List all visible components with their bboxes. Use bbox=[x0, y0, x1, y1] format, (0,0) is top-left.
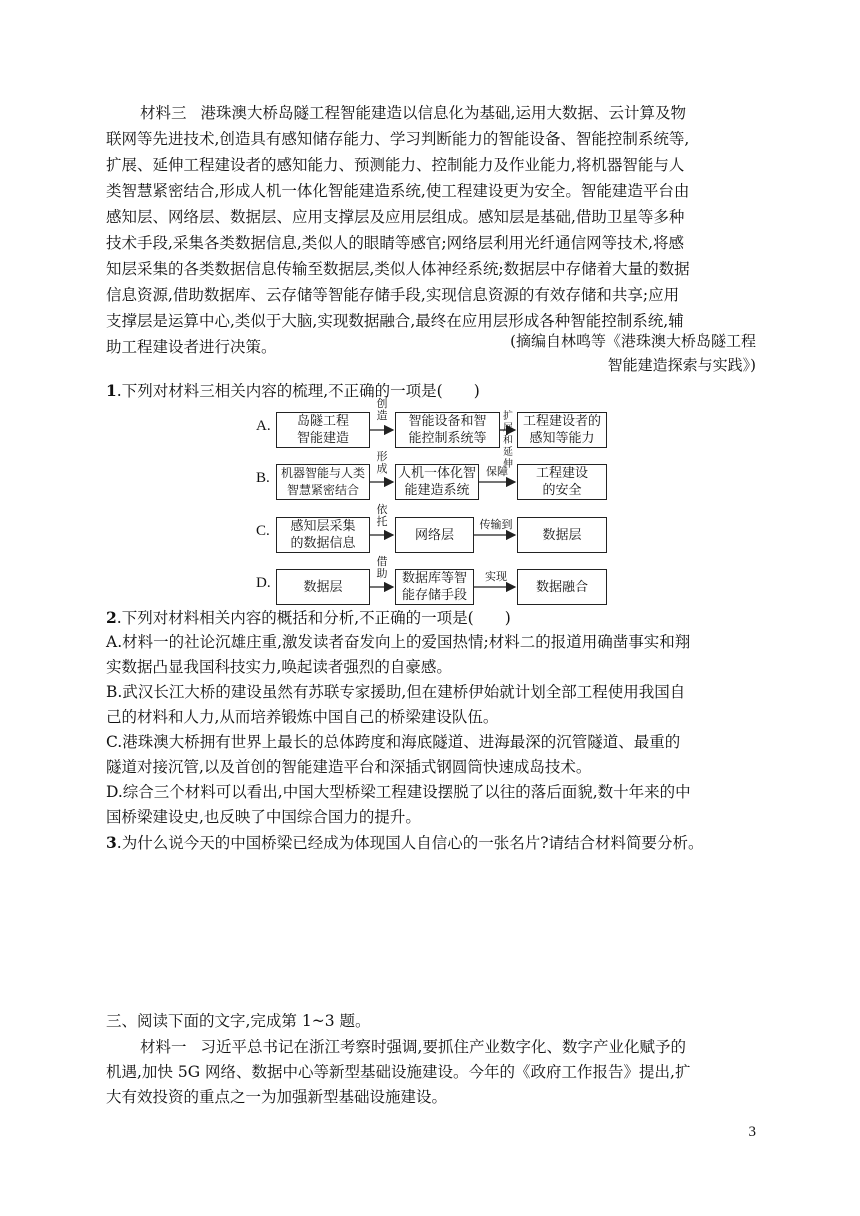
question-text: .为什么说今天的中国桥梁已经成为体现国人自信心的一张名片?请结合材料简要分析。 bbox=[116, 834, 704, 852]
material3-line: 助工程建设者进行决策。 bbox=[106, 338, 277, 356]
material3-label: 材料三 bbox=[140, 104, 187, 122]
q2-option-c-line2: 隧道对接沉管,以及首创的智能建造平台和深插式钢圆筒快速成岛技术。 bbox=[106, 758, 592, 776]
material3-line: 感知层、网络层、数据层、应用支撑层及应用层组成。感知层是基础,借助卫星等多种 bbox=[106, 208, 685, 226]
option-d-box-3: 数据融合 bbox=[517, 569, 607, 605]
q2-option-b-line2: 己的材料和人力,从而培养锻炼中国自己的桥梁建设队伍。 bbox=[106, 708, 499, 726]
option-a-label: A. bbox=[256, 418, 271, 434]
source-citation-line2: 智能建造探索与实践》) bbox=[607, 356, 756, 374]
section3-material1-line-1: 材料一 习近平总书记在浙江考察时强调,要抓住产业数字化、数字产业化赋予的 bbox=[140, 1038, 686, 1056]
option-c-arrow-label-2: 传输到 bbox=[479, 518, 513, 531]
question-3 bbox=[106, 830, 758, 856]
question-number: 1 bbox=[106, 381, 117, 400]
question-number: 3 bbox=[106, 833, 117, 852]
option-d-box-1: 数据层 bbox=[276, 569, 370, 605]
option-b-box-1: 机器智能与人类 智慧紧密结合 bbox=[276, 464, 370, 500]
options-flow-diagram bbox=[250, 396, 610, 608]
material1-label: 材料一 bbox=[140, 1038, 187, 1056]
section3-material1-line: 大有效投资的重点之一为加强新型基础设施建设。 bbox=[106, 1088, 448, 1106]
question-number: 2 bbox=[106, 608, 117, 627]
q2-option-a-line1: A.材料一的社论沉雄庄重,激发读者奋发向上的爱国热情;材料二的报道用确凿事实和翔 bbox=[106, 633, 691, 651]
q2-option-b-line1: B.武汉长江大桥的建设虽然有苏联专家援助,但在建桥伊始就计划全部工程使用我国自 bbox=[106, 683, 686, 701]
question-2 bbox=[106, 605, 758, 631]
option-a-box-3: 工程建设者的 感知等能力 bbox=[517, 412, 607, 448]
option-d-label: D. bbox=[256, 575, 271, 591]
material3-line: 知层采集的各类数据信息传输至数据层,类似人体神经系统;数据层中存储着大量的数据 bbox=[106, 260, 690, 278]
material3-line: 信息资源,借助数据库、云存储等智能存储手段,实现信息资源的有效存储和共享;应用 bbox=[106, 286, 680, 304]
option-b-arrow-label-1: 形成 bbox=[376, 450, 388, 475]
option-a-box-2: 智能设备和智 能控制系统等 bbox=[395, 412, 500, 448]
section-3-heading: 三、阅读下面的文字,完成第 1~3 题。 bbox=[106, 1012, 371, 1030]
question-text: .下列对材料三相关内容的梳理,不正确的一项是( ) bbox=[116, 382, 480, 400]
q2-option-d-line2: 国桥梁建设史,也反映了中国综合国力的提升。 bbox=[106, 808, 421, 826]
option-d-arrow-label-1: 借助 bbox=[376, 555, 388, 580]
option-b-box-3: 工程建设 的安全 bbox=[517, 464, 607, 500]
option-b-arrow-label-2: 保障 bbox=[486, 465, 508, 478]
question-text: .下列对材料相关内容的概括和分析,不正确的一项是( ) bbox=[116, 609, 511, 627]
option-c-label: C. bbox=[256, 523, 270, 539]
q2-option-a-line2: 实数据凸显我国科技实力,唤起读者强烈的自豪感。 bbox=[106, 658, 452, 676]
option-d-box-2: 数据库等智 能存储手段 bbox=[395, 569, 474, 605]
option-b-box-2: 人机一体化智 能建造系统 bbox=[395, 464, 479, 500]
option-d-arrow-label-2: 实现 bbox=[485, 570, 507, 583]
material3-line: 支撑层是运算中心,类似于大脑,实现数据融合,最终在应用层形成各种智能控制系统,辅 bbox=[106, 312, 684, 330]
option-c-box-1: 感知层采集 的数据信息 bbox=[276, 517, 370, 553]
material3-line: 扩展、延伸工程建设者的感知能力、预测能力、控制能力及作业能力,将机器智能与人 bbox=[106, 156, 685, 174]
material3-line: 联网等先进技术,创造具有感知储存能力、学习判断能力的智能设备、智能控制系统等, bbox=[106, 130, 690, 148]
source-citation-line1: (摘编自林鸣等《港珠澳大桥岛隧工程 bbox=[510, 332, 756, 350]
material3-line: 技术手段,采集各类数据信息,类似人的眼睛等感官;网络层利用光纤通信网等技术,将感 bbox=[106, 234, 685, 252]
option-a-arrow-label-2: 扩展和 延伸 bbox=[503, 411, 513, 470]
option-c-box-3: 数据层 bbox=[517, 517, 607, 553]
page-number: 3 bbox=[748, 1124, 756, 1140]
section3-material1-line: 机遇,加快 5G 网络、数据中心等新型基础设施建设。今年的《政府工作报告》提出,扩 bbox=[106, 1063, 691, 1081]
option-c-box-2: 网络层 bbox=[395, 517, 474, 553]
option-c-arrow-label-1: 依托 bbox=[376, 503, 388, 528]
option-a-arrow-label-1: 创造 bbox=[376, 397, 388, 422]
material3-line: 类智慧紧密结合,形成人机一体化智能建造系统,使工程建设更为安全。智能建造平台由 bbox=[106, 182, 690, 200]
option-b-label: B. bbox=[256, 470, 270, 486]
q2-option-d-line1: D.综合三个材料可以看出,中国大型桥梁工程建设摆脱了以往的落后面貌,数十年来的中 bbox=[106, 783, 691, 801]
option-a-box-1: 岛隧工程 智能建造 bbox=[276, 412, 370, 448]
q2-option-c-line1: C.港珠澳大桥拥有世界上最长的总体跨度和海底隧道、进海最深的沉管隧道、最重的 bbox=[106, 733, 681, 751]
material3-line-1: 材料三 港珠澳大桥岛隧工程智能建造以信息化为基础,运用大数据、云计算及物 bbox=[140, 104, 686, 122]
